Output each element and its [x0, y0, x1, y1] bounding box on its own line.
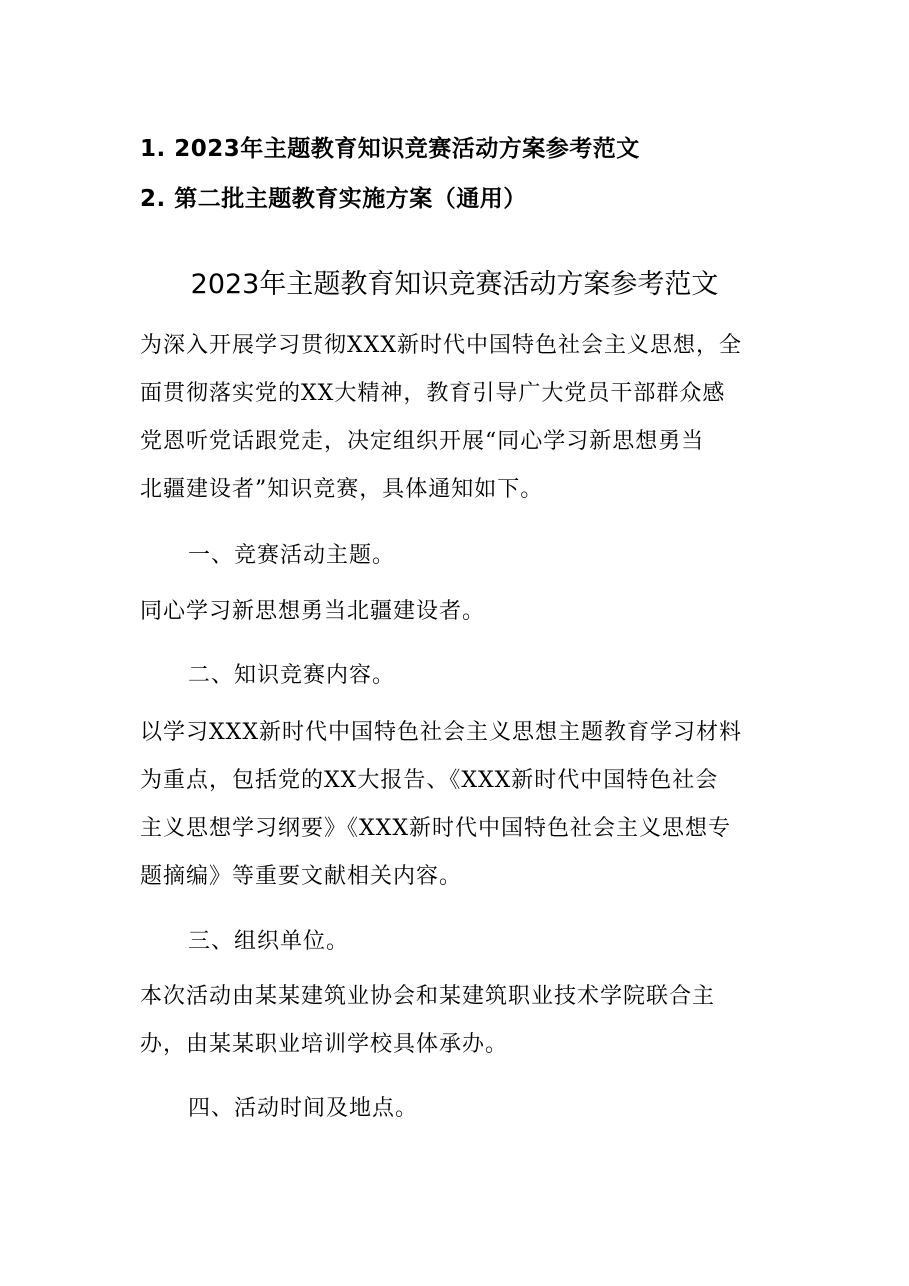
- paragraph-line: 面贯彻落实党的XX大精神，教育引导广大党员干部群众感: [140, 381, 726, 406]
- section-heading-time-location: 四、活动时间及地点。: [188, 1096, 419, 1121]
- intro-paragraph: [140, 322, 780, 514]
- paragraph-line: 办，由某某职业培训学校具体承办。: [140, 1032, 509, 1057]
- section-heading-organizer: 三、组织单位。: [188, 929, 350, 954]
- toc-item-2: 2. 第二批主题教育实施方案（通用）: [140, 186, 527, 212]
- section-heading-theme: 一、竞赛活动主题。: [188, 543, 396, 568]
- paragraph-line: 为重点，包括党的XX大报告、《XXX新时代中国特色社会: [140, 768, 719, 793]
- paragraph-line: 为深入开展学习贯彻XXX新时代中国特色社会主义思想，全: [140, 333, 742, 358]
- paragraph-line: 党恩听党话跟党走，决定组织开展“同心学习新思想勇当: [140, 429, 705, 454]
- section-paragraph-organizer: [140, 973, 780, 1069]
- paragraph-line: 北疆建设者”知识竞赛，具体通知如下。: [140, 477, 544, 502]
- document-title: 2023年主题教育知识竞赛活动方案参考范文: [190, 269, 719, 300]
- section-paragraph-theme: [140, 588, 780, 636]
- toc-item-1: 1. 2023年主题教育知识竞赛活动方案参考范文: [140, 136, 640, 162]
- paragraph-line: 同心学习新思想勇当北疆建设者。: [140, 599, 486, 624]
- paragraph-line: 本次活动由某某建筑业协会和某建筑职业技术学院联合主: [140, 984, 716, 1009]
- paragraph-line: 主义思想学习纲要》《XXX新时代中国特色社会主义思想专: [140, 816, 731, 841]
- section-heading-content: 二、知识竞赛内容。: [188, 663, 396, 688]
- section-paragraph-content: [140, 709, 780, 901]
- paragraph-line: 以学习XXX新时代中国特色社会主义思想主题教育学习材料: [140, 720, 742, 745]
- paragraph-line: 题摘编》等重要文献相关内容。: [140, 864, 463, 889]
